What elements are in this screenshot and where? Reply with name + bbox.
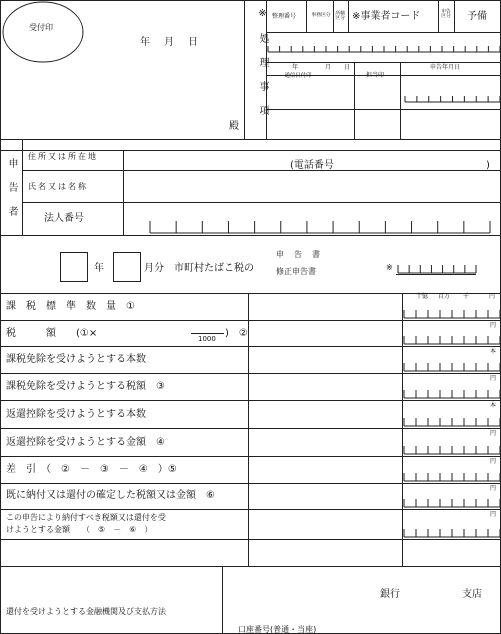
- row9-label-line2: けようとする金額 （ ⑤ － ⑥ ）: [6, 525, 153, 534]
- row7-label: 差 引 （ ② － ③ － ④ ）⑤: [6, 464, 177, 475]
- year-suffix: 年: [94, 263, 104, 274]
- tsuki-label: 月: [325, 64, 332, 71]
- amount-field-4[interactable]: [249, 374, 501, 400]
- name-field[interactable]: [123, 171, 501, 202]
- tax-name: 市町村たばこ税の: [174, 263, 254, 274]
- month-suffix: 月分: [144, 263, 164, 274]
- row9-unit: 円: [490, 511, 497, 518]
- phone-close: ): [486, 160, 490, 171]
- digit-header-2: 百万: [438, 293, 451, 300]
- amount-field-9[interactable]: [249, 510, 501, 539]
- row8-unit: 円: [490, 485, 497, 492]
- row2-label: 税 額 (①×: [6, 328, 98, 339]
- amount-field-8[interactable]: [249, 484, 501, 509]
- kankatsu-kubun-label: 所轄区分: [335, 10, 346, 21]
- row5-unit: 本: [490, 402, 497, 409]
- addressee-suffix: 殿: [229, 121, 239, 132]
- kind-shusei: 修正申告書: [276, 267, 316, 276]
- phone-label: (電話番号: [290, 160, 334, 171]
- bank-suffix: 銀行: [380, 589, 400, 600]
- jimu-kubun-label: 事務区分: [311, 11, 331, 18]
- row7-unit: 円: [490, 458, 497, 465]
- seiri-bango-label: 整理番号: [272, 13, 297, 20]
- digit-header-4: 円: [489, 293, 496, 300]
- hi-label: 日: [344, 64, 351, 71]
- yobi-label: 予備: [467, 11, 487, 22]
- corp-number-label: 法人番号: [44, 213, 84, 224]
- processing-side-label: ※処理事項: [257, 8, 268, 129]
- row9-label-line1: この申告により納付すべき税額又は還付を受: [6, 513, 166, 522]
- bank-label: 還付を受けようとする金融機関及び支払方法: [6, 607, 166, 616]
- name-label: 氏名又は名称: [28, 182, 88, 191]
- row2-unit: 円: [490, 322, 497, 329]
- digit-header-1: 十億: [416, 293, 429, 300]
- amount-field-7[interactable]: [249, 457, 501, 483]
- row1-label: 課 税 標 準 数 量 ①: [6, 301, 135, 312]
- date-label: 年 月 日: [140, 37, 200, 48]
- corp-number-field[interactable]: [123, 203, 501, 235]
- address-label: 住所又は所在地: [28, 152, 98, 161]
- symbol-mark: ※: [386, 263, 393, 272]
- month-input-box[interactable]: [113, 252, 141, 282]
- jigyosha-code-label: ※事業者コード: [352, 11, 421, 22]
- bank-field[interactable]: [223, 567, 501, 634]
- applicant-side-label: 申告者: [6, 158, 17, 230]
- amount-field-5[interactable]: [249, 401, 501, 428]
- tanto-label: 担当印: [366, 72, 385, 79]
- row8-label: 既に納付又は還付の確定した税額又は金額 ⑥: [6, 490, 215, 501]
- row3-unit: 本: [490, 348, 497, 355]
- year-input-box[interactable]: [60, 252, 88, 282]
- row4-label: 課税免除を受けようとする税額 ③: [6, 381, 165, 392]
- digit-header-3: 千: [463, 293, 470, 300]
- stamp-label: 受付印: [29, 23, 53, 32]
- kind-shinkokusho: 申 告 書: [276, 250, 321, 259]
- shinkoku-nengappi-label: 申告年月日: [430, 64, 461, 71]
- amount-field-3[interactable]: [249, 347, 501, 373]
- row4-unit: 円: [490, 375, 497, 382]
- amount-field-6[interactable]: [249, 429, 501, 456]
- row2-suffix: ) ②: [225, 328, 248, 339]
- amount-field-2[interactable]: [249, 321, 501, 346]
- row6-label: 返還控除を受けようとする金額 ④: [6, 437, 165, 448]
- address-field[interactable]: [123, 150, 501, 170]
- reference-number-field[interactable]: [396, 262, 476, 275]
- amount-field-1[interactable]: [249, 294, 501, 320]
- reception-stamp-circle: [3, 2, 83, 62]
- row5-label: 返還控除を受けようとする本数: [6, 409, 146, 420]
- account-label: 口座番号(普通・当座): [238, 625, 317, 634]
- nen-label: 年: [292, 64, 299, 71]
- row6-unit: 円: [490, 430, 497, 437]
- row3-label: 課税免除を受けようとする本数: [6, 354, 146, 365]
- shinkoku-kubun-label: 申告区分: [441, 8, 451, 19]
- tsushin-hizuke-label: 通信日付印: [284, 72, 312, 79]
- row2-fraction-bottom: 1000: [198, 335, 216, 343]
- branch-suffix: 支店: [462, 589, 482, 600]
